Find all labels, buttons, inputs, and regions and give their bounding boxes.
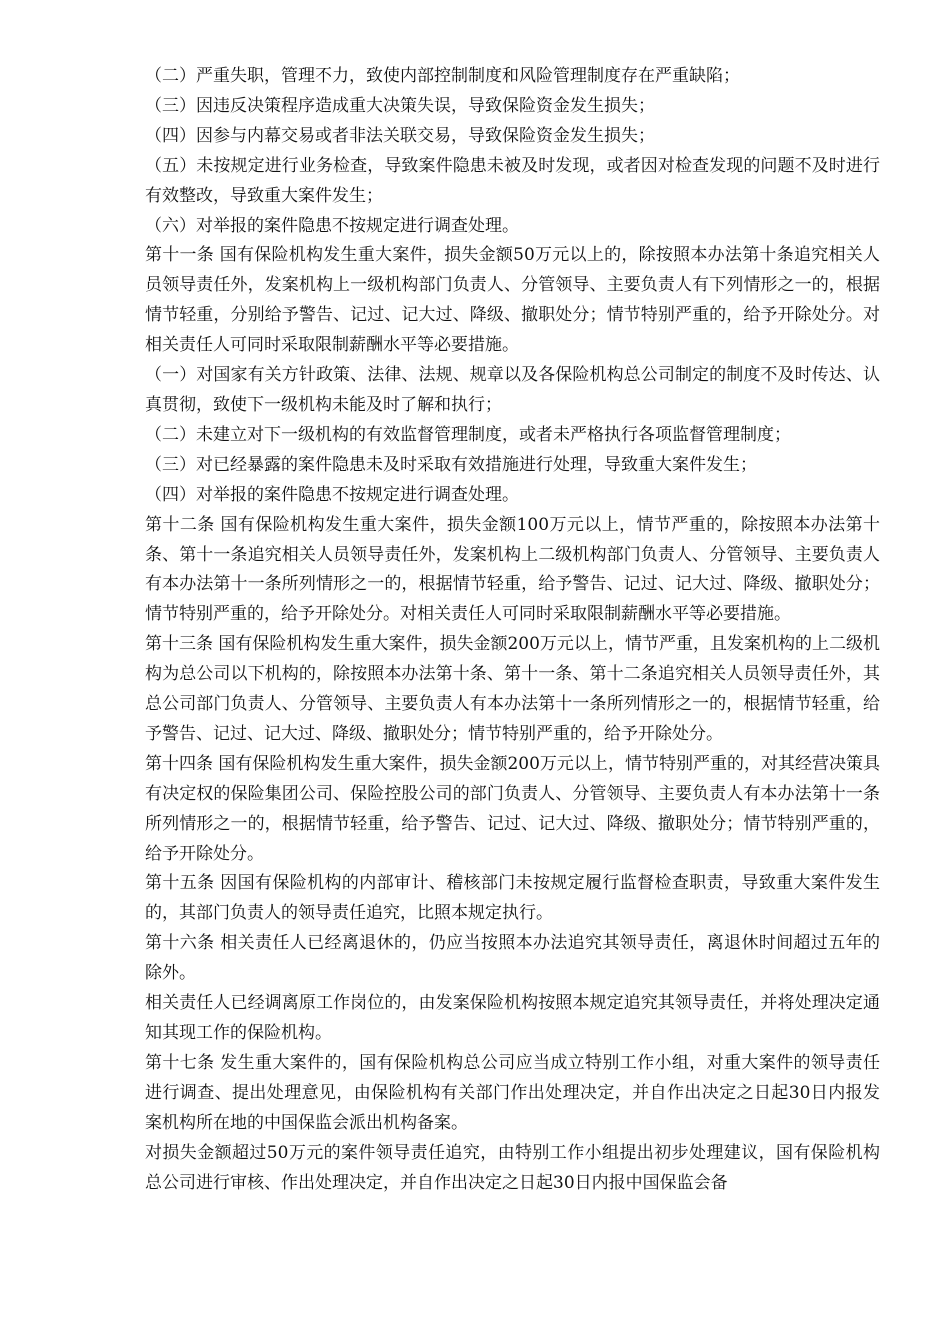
article-11-item-3: （三）对已经暴露的案件隐患未及时采取有效措施进行处理，导致重大案件发生； (145, 454, 757, 475)
article-15: 第十五条 因国有保险机构的内部审计、稽核部门未按规定履行监督检查职责，导致重大案件发生的，其部门负责人的领导责任追究，比照本规定执行。 (145, 873, 880, 924)
article-11-item-1: （一）对国家有关方针政策、法律、法规、规章以及各保险机构总公司制定的制度不及时传达、认真贯彻，致使下一级机构未能及时了解和执行； (145, 365, 880, 415)
article-13: 第十三条 国有保险机构发生重大案件，损失金额200万元以上，情节严重，且发案机构的上二级机构为总公司以下机构的，除按照本办法第十条、第十一条、第十二条追究相关人员领导责任外，其总公司部门负责人、分管领导、主要负责人有本办法第十一条所列情形之一的，根据情节轻重，给予警告、记过、记大过、降级、撤职处分；情节特别严重的，给予开除处分。 (145, 634, 880, 744)
article-11-item-4: （四）对举报的案件隐患不按规定进行调查处理。 (145, 484, 519, 505)
article-11-item-2: （二）未建立对下一级机构的有效监督管理制度，或者未严格执行各项监督管理制度； (145, 424, 791, 445)
article-14: 第十四条 国有保险机构发生重大案件，损失金额200万元以上，情节特别严重的，对其经营决策具有决定权的保险集团公司、保险控股公司的部门负责人、分管领导、主要负责人有本办法第十一条所列情形之一的，根据情节轻重，给予警告、记过、记大过、降级、撤职处分；情节特别严重的，给予开除处分。 (145, 753, 880, 864)
paragraph-item-5: （五）未按规定进行业务检查，导致案件隐患未被及时发现，或者因对检查发现的问题不及时进行有效整改，导致重大案件发生； (145, 155, 880, 206)
article-11: 第十一条 国有保险机构发生重大案件，损失金额50万元以上的，除按照本办法第十条追究相关人员领导责任外，发案机构上一级机构部门负责人、分管领导、主要负责人有下列情形之一的，根据情节轻重，分别给予警告、记过、记大过、降级、撤职处分；情节特别严重的，给予开除处分。对相关责任人可同时采取限制薪酬水平等必要措施。 (145, 245, 880, 356)
article-16: 第十六条 相关责任人已经离退休的，仍应当按照本办法追究其领导责任，离退休时间超过五年的除外。 (145, 933, 880, 984)
article-17: 第十七条 发生重大案件的，国有保险机构总公司应当成立特别工作小组，对重大案件的领导责任进行调查、提出处理意见，由保险机构有关部门作出处理决定，并自作出决定之日起30日内报发案机构所在地的中国保监会派出机构备案。 (145, 1052, 880, 1133)
paragraph-item-3: （三）因违反决策程序造成重大决策失误，导致保险资金发生损失； (145, 95, 655, 116)
article-17-paragraph-2: 对损失金额超过50万元的案件领导责任追究，由特别工作小组提出初步处理建议，国有保险机构总公司进行审核、作出处理决定，并自作出决定之日起30日内报中国保监会备 (145, 1142, 880, 1193)
document-body (145, 62, 880, 1198)
article-16-paragraph-2: 相关责任人已经调离原工作岗位的，由发案保险机构按照本规定追究其领导责任，并将处理决定通知其现工作的保险机构。 (145, 993, 880, 1043)
paragraph-item-4: （四）因参与内幕交易或者非法关联交易，导致保险资金发生损失； (145, 125, 655, 146)
paragraph-item-2: （二）严重失职，管理不力，致使内部控制制度和风险管理制度存在严重缺陷； (145, 66, 740, 86)
paragraph-item-6: （六）对举报的案件隐患不按规定进行调查处理。 (145, 215, 519, 236)
article-12: 第十二条 国有保险机构发生重大案件，损失金额100万元以上，情节严重的，除按照本办法第十条、第十一条追究相关人员领导责任外，发案机构上二级机构部门负责人、分管领导、主要负责人有本办法第十一条所列情形之一的，根据情节轻重，给予警告、记过、记大过、降级、撤职处分；情节特别严重的，给予开除处分。对相关责任人可同时采取限制薪酬水平等必要措施。 (145, 514, 880, 625)
